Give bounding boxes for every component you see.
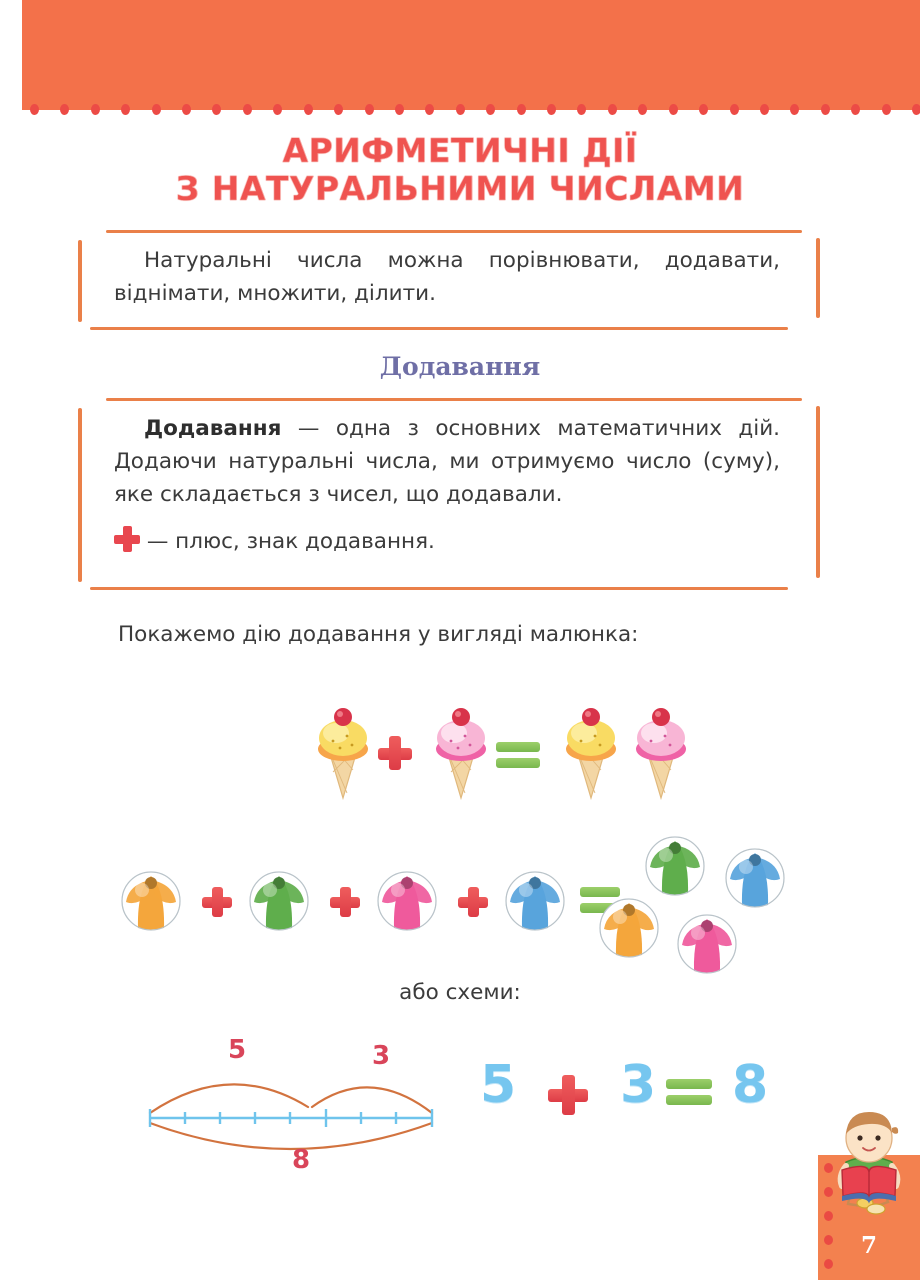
beach-ball-orange-result: [598, 897, 660, 959]
plus-icon: [548, 1075, 588, 1115]
picture-intro-caption: Покажемо дію додавання у вигляді малюнка:: [118, 622, 639, 647]
scheme-intro-caption: або схеми:: [399, 980, 521, 1005]
box-border-top: [106, 230, 802, 233]
beach-ball-green: [248, 870, 310, 932]
band-dot-row: [22, 104, 920, 120]
page-title: [0, 132, 920, 208]
box-border-right: [816, 238, 820, 318]
plus-icon: [330, 887, 360, 917]
boy-reading-icon: [818, 1108, 920, 1218]
plus-icon: [202, 887, 232, 917]
number-line-scheme: [140, 1035, 500, 1180]
page-number: 7: [860, 1232, 877, 1259]
definition-term: Додавання: [144, 416, 282, 441]
definition-text: — одна з основних математичних дій. Додаючи натуральні числа, ми отримуємо число (суму), яке складається з чисел, що додавали.: [114, 416, 781, 507]
box-border-right: [816, 406, 820, 578]
plus-sign-line: [114, 525, 780, 558]
beach-ball-blue-result: [724, 847, 786, 909]
intro-box: [78, 230, 820, 330]
equation-result: 8: [732, 1055, 769, 1115]
ice-cream-equation: [300, 700, 620, 810]
page-title-line-1: АРИФМЕТИЧНІ ДІЇ: [282, 131, 638, 170]
box-border-bottom: [90, 587, 788, 590]
section-heading: Додавання: [379, 352, 541, 381]
equation-operand-b: 3: [620, 1055, 657, 1115]
header-band: [22, 0, 920, 110]
beach-ball-pink: [376, 870, 438, 932]
equals-icon: [666, 1079, 712, 1111]
ice-cream-pink-result: [618, 700, 704, 800]
plus-icon: [378, 736, 412, 770]
arc-label-8: 8: [292, 1145, 311, 1175]
plus-sign-caption: — плюс, знак додавання.: [146, 529, 435, 554]
page-title-line-2: З НАТУРАЛЬНИМИ ЧИСЛАМИ: [175, 169, 745, 208]
beach-ball-green-result: [644, 835, 706, 897]
intro-paragraph: Натуральні числа можна порівнювати, додавати, віднімати, множити, ділити.: [114, 248, 780, 306]
box-border-top: [106, 398, 802, 401]
equals-icon: [496, 742, 540, 774]
definition-paragraph: [114, 412, 780, 511]
box-border-left: [78, 408, 82, 582]
equation-row: [470, 1055, 790, 1135]
beach-ball-pink-result: [676, 913, 738, 975]
arc-label-3: 3: [372, 1041, 391, 1071]
box-border-left: [78, 240, 82, 322]
box-border-bottom: [90, 327, 788, 330]
definition-box: [78, 398, 820, 590]
ice-cream-pink: [418, 700, 504, 800]
arc-label-5: 5: [228, 1035, 247, 1065]
beach-ball-blue: [504, 870, 566, 932]
ice-cream-yellow: [300, 700, 386, 800]
beach-ball-equation: [120, 855, 820, 975]
plus-icon: [114, 526, 140, 552]
beach-ball-orange: [120, 870, 182, 932]
plus-icon: [458, 887, 488, 917]
equation-operand-a: 5: [480, 1055, 517, 1115]
